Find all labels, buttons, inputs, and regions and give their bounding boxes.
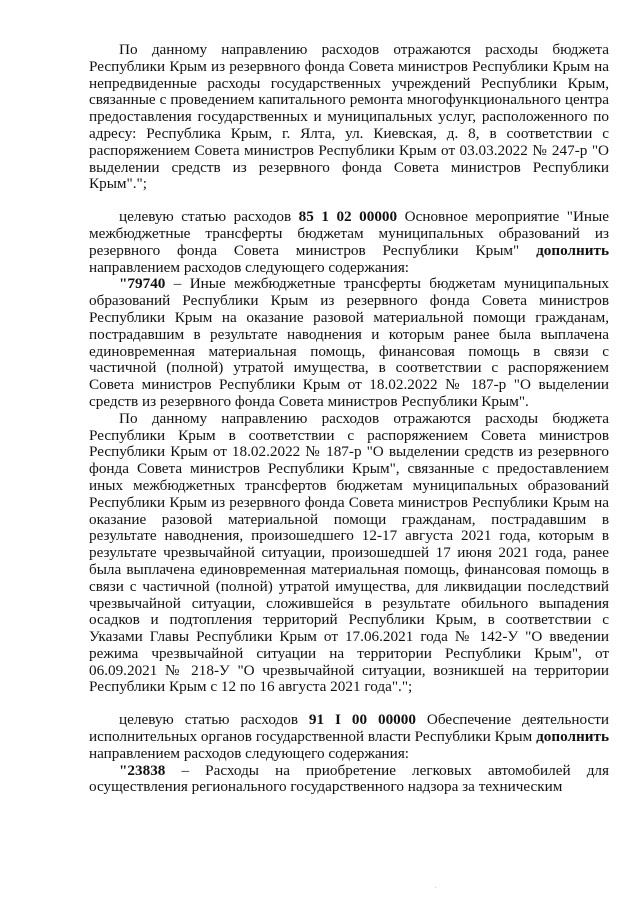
document-page	[89, 42, 609, 796]
paragraph-2-text-a: целевую статью расходов	[119, 208, 299, 226]
paragraph-5-text-b: Обеспечение деятельности исполнительных органов государственной власти Республики Крым	[89, 711, 609, 746]
paragraph-1: По данному направлению расходов отражаются расходы бюджета Республики Крым из резервного фонда Совета министров Республики Крым на непредвиденные расходы государственных учреждений Республики Крым, связанные с проведением капитального ремонта многофункционального центра предоставления государственных и муниципальных услуг, расположенного по адресу: Республика Крым, г. Ялта, ул. Киевская, д. 8, в соответствии с распоряжением Совета министров Республики Крым от 03.03.2022 № 247-р "О выделении средств из резервного фонда Совета министров Республики Крым".";	[89, 41, 609, 193]
paragraph-2	[89, 209, 609, 276]
action-word: дополнить	[536, 241, 609, 259]
paragraph-3-text: – Иные межбюджетные трансферты бюджетам муниципальных образований Республики Крым из резервного фонда Совета министров Республики Крым на оказание разовой материальной помощи гражданам, пострадавшим в результате наводнения и которым ранее была выплачена единовременная материальная помощь, финансовая помощь в связи с частичной (полной) утратой имущества, в соответствии с распоряжением Совета министров Республики Крым от 18.02.2022 № 187-р "О выделении средств из резервного фонда Совета министров Республики Крым".	[89, 275, 609, 410]
paragraph-5-text-c: направлением расходов следующего содержания:	[89, 744, 410, 762]
paragraph-gap	[89, 193, 609, 209]
paragraph-3	[89, 276, 609, 410]
paragraph-2-text-b: Основное мероприятие "Иные межбюджетные трансферты бюджетам муниципальных образований из резервного фонда Совета министров Республики Крым"	[89, 208, 609, 259]
paragraph-4: По данному направлению расходов отражаются расходы бюджета Республики Крым в соответствии с распоряжением Совета министров Республики Крым от 18.02.2022 № 187-р "О выделении средств из резервного фонда Совета министров Республики Крым", связанные с предоставлением иных межбюджетных трансфертов бюджетам муниципальных образований Республики Крым из резервного фонда Совета министров Республики Крым на оказание разовой материальной помощи гражданам, пострадавшим в результате наводнения, произошедшего 12-17 августа 2021 года, которым в результате чрезвычайной ситуации, произошедшей 17 июня 2021 года, ранее была выплачена единовременная материальная помощь, финансовая помощь в связи с частичной (полной) утратой имущества, для ликвидации последствий чрезвычайной ситуации, сложившейся в результате обильного выпадения осадков и подтопления территорий Республики Крым, в соответствии с Указами Главы Республики Крым от 17.06.2021 года № 142-У "О введении режима чрезвычайной ситуации на территории Республики Крым", от 06.09.2021 № 218-У "О чрезвычайной ситуации, возникшей на территории Республики Крым с 12 по 16 августа 2021 года".";	[89, 409, 609, 696]
page-mark: .	[435, 884, 437, 890]
expense-code-79740: "79740	[119, 275, 166, 293]
expense-code-23838: "23838	[119, 761, 166, 779]
target-code-85: 85 1 02 00000	[298, 208, 398, 226]
paragraph-5	[89, 712, 609, 762]
action-word: дополнить	[536, 728, 609, 746]
paragraph-6-text: – Расходы на приобретение легковых автомобилей для осуществления регионального государственного надзора за техническим	[89, 761, 609, 796]
paragraph-gap	[89, 696, 609, 712]
paragraph-2-text-c: направлением расходов следующего содержания:	[89, 258, 410, 276]
target-code-91: 91 I 00 00000	[308, 711, 416, 729]
paragraph-6	[89, 763, 609, 797]
paragraph-5-text-a: целевую статью расходов	[119, 711, 309, 729]
